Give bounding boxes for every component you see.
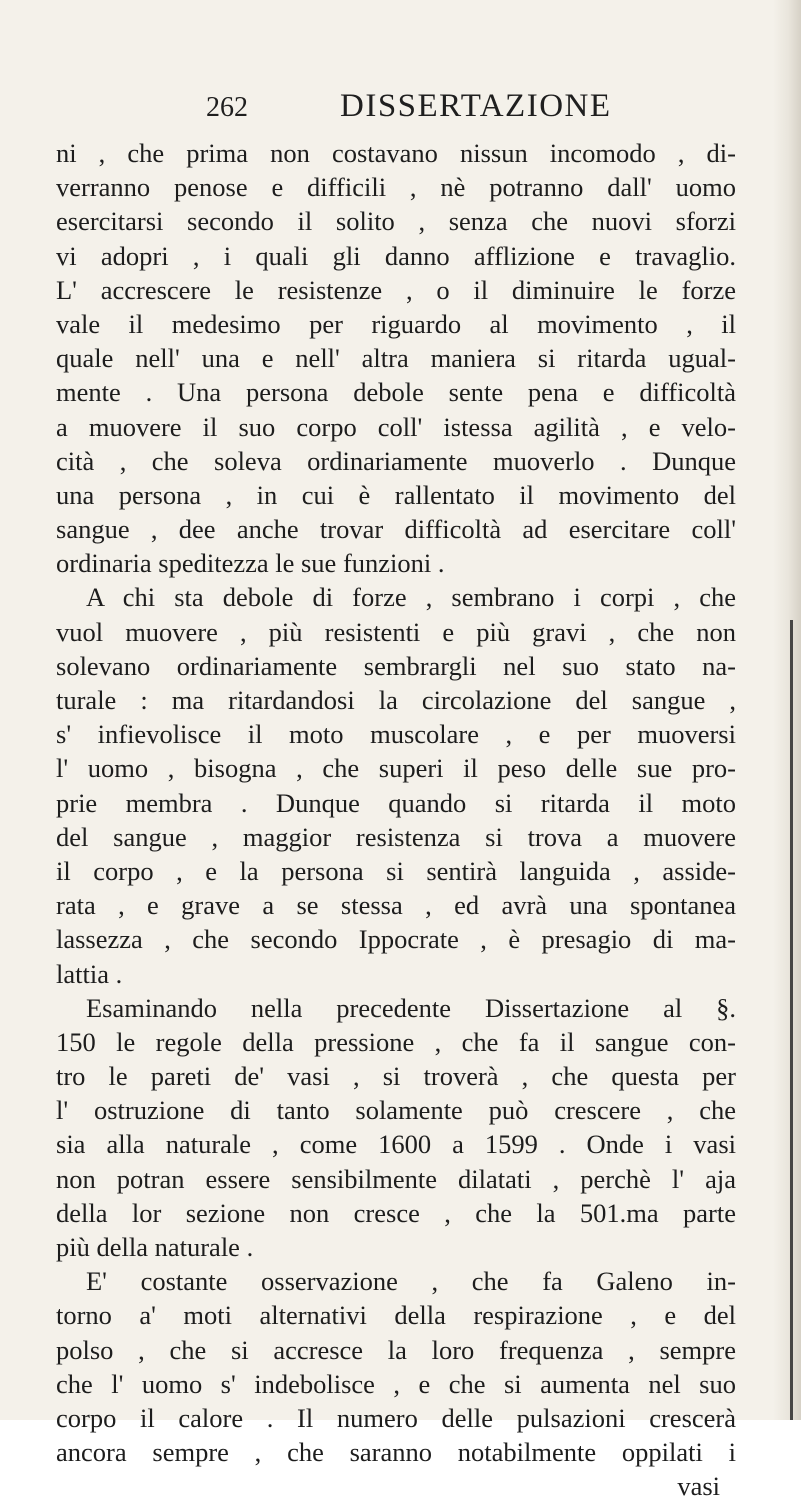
text-line: corpo il calore . Il numero delle pulsazioni crescerà xyxy=(56,1402,736,1433)
text-line: torno a' moti alternativi della respirazione , e del xyxy=(56,1300,736,1331)
text-line: vuol muovere , più resistenti e più gravi , che non xyxy=(56,616,736,647)
text-line: sia alla naturale , come 1600 a 1599 . Onde i vasi xyxy=(56,1129,736,1160)
text-line: rata , e grave a se stessa , ed avrà una spontanea xyxy=(56,890,736,921)
text-line: non potran essere sensibilmente dilatati , perchè l' aja xyxy=(56,1163,736,1194)
page-header xyxy=(0,88,801,132)
page-edge-shadow xyxy=(790,620,793,1420)
text-line: tro le pareti de' vasi , si troverà , che questa per xyxy=(56,1061,736,1092)
text-line: lassezza , che secondo Ippocrate , è presagio di ma- xyxy=(56,924,736,955)
paragraph-start-line: Esaminando nella precedente Dissertazione al §. xyxy=(86,992,736,1023)
text-line: l' uomo , bisogna , che superi il peso delle sue pro- xyxy=(56,753,736,784)
text-line: del sangue , maggior resistenza si trova a muovere xyxy=(56,821,736,852)
text-line: polso , che si accresce la loro frequenza , sempre xyxy=(56,1334,736,1365)
text-line: cità , che soleva ordinariamente muoverlo . Dunque xyxy=(56,445,736,476)
text-line: s' infievolisce il moto muscolare , e per muoversi xyxy=(56,719,736,750)
catchword: vasi xyxy=(677,1471,720,1502)
text-line: mente . Una persona debole sente pena e difficoltà xyxy=(56,377,736,408)
running-head: DISSERTAZIONE xyxy=(340,88,612,124)
text-line: ordinaria speditezza le sue funzioni . xyxy=(56,548,445,579)
text-line: lattia . xyxy=(56,958,123,989)
text-line: esercitarsi secondo il solito , senza che nuovi sforzi xyxy=(56,206,736,237)
text-line: della lor sezione non cresce , che la 501.ma parte xyxy=(56,1197,736,1228)
text-line: l' ostruzione di tanto solamente può crescere , che xyxy=(56,1095,736,1126)
text-line: ni , che prima non costavano nissun incomodo , di- xyxy=(56,138,736,168)
paragraph-start-line: A chi sta debole di forze , sembrano i corpi , che xyxy=(86,582,736,613)
text-line: più della naturale . xyxy=(56,1232,254,1262)
paragraph-start-line: E' costante osservazione , che fa Galeno in- xyxy=(86,1266,736,1297)
text-line: sangue , dee anche trovar difficoltà ad esercitare coll' xyxy=(56,514,736,545)
text-line: a muovere il suo corpo coll' istessa agilità , e velo- xyxy=(56,411,736,442)
text-line: quale nell' una e nell' altra maniera si ritarda ugual- xyxy=(56,343,736,374)
page-number: 262 xyxy=(206,92,248,123)
text-line: 150 le regole della pressione , che fa il sangue con- xyxy=(56,1026,736,1057)
text-line: vale il medesimo per riguardo al movimento , il xyxy=(56,308,736,339)
text-line: il corpo , e la persona si sentirà languida , asside- xyxy=(56,855,736,886)
text-line: L' accrescere le resistenze , o il diminuire le forze xyxy=(56,274,736,305)
text-line: ancora sempre , che saranno notabilmente oppilati i xyxy=(56,1437,736,1468)
text-line: solevano ordinariamente sembrargli nel suo stato na- xyxy=(56,650,736,681)
body-text xyxy=(56,136,736,1504)
text-line: prie membra . Dunque quando si ritarda il moto xyxy=(56,787,736,818)
text-line: turale : ma ritardandosi la circolazione del sangue , xyxy=(56,685,736,715)
text-line: che l' uomo s' indebolisce , e che si aumenta nel suo xyxy=(56,1368,736,1399)
text-line: verranno penose e difficili , nè potranno dall' uomo xyxy=(56,172,736,203)
text-line: una persona , in cui è rallentato il movimento del xyxy=(56,479,736,510)
text-line: vi adopri , i quali gli danno afflizione e travaglio. xyxy=(56,240,736,271)
